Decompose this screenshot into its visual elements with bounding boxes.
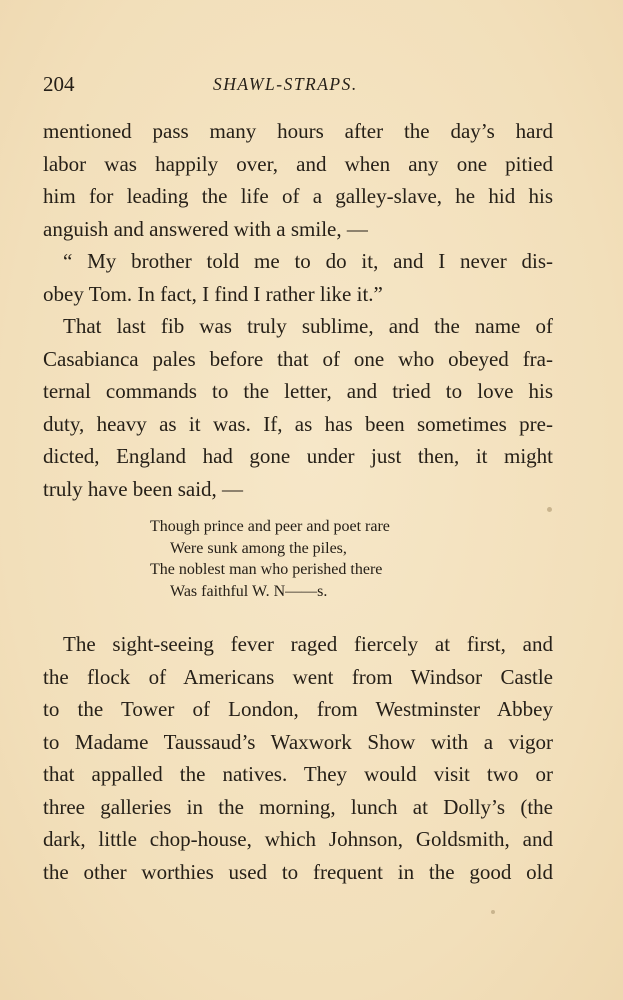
verse-line: Were sunk among the piles, xyxy=(170,539,347,557)
page-number: 204 xyxy=(43,72,75,96)
text-line: Casabianca pales before that of one who obeyed fra- xyxy=(43,346,553,371)
paper-speck xyxy=(491,910,495,914)
running-title: SHAWL-STRAPS. xyxy=(213,74,358,94)
text-line: That last fib was truly sublime, and the name of xyxy=(63,314,553,338)
text-line: three galleries in the morning, lunch at Dolly’s (the xyxy=(43,794,553,819)
text-line: labor was happily over, and when any one pitied xyxy=(43,151,553,176)
text-line: that appalled the natives. They would visit two or xyxy=(43,762,553,786)
paper-speck xyxy=(547,507,552,512)
text-line: obey Tom. In fact, I find I rather like it.” xyxy=(43,281,383,306)
verse-line: The noblest man who perished there xyxy=(150,561,383,578)
text-line: The sight-seeing fever raged fiercely at first, and xyxy=(63,632,553,656)
text-line: dicted, England had gone under just then, it might xyxy=(43,444,553,468)
text-line: the other worthies used to frequent in the good old xyxy=(43,859,553,884)
text-line: the flock of Americans went from Windsor Castle xyxy=(43,664,553,689)
page-header xyxy=(43,72,583,102)
verse-line: Though prince and peer and poet rare xyxy=(150,518,390,535)
text-line: ternal commands to the letter, and tried to love his xyxy=(43,379,553,403)
text-line: him for leading the life of a galley-slave, he hid his xyxy=(43,184,553,208)
text-line: “ My brother told me to do it, and I never dis- xyxy=(63,249,553,273)
text-line: dark, little chop-house, which Johnson, Goldsmith, and xyxy=(43,827,553,851)
text-line: to Madame Taussaud’s Waxwork Show with a vigor xyxy=(43,729,553,754)
text-line: anguish and answered with a smile, — xyxy=(43,216,368,241)
paragraph-block-one xyxy=(43,115,553,505)
text-line: duty, heavy as it was. If, as has been sometimes pre- xyxy=(43,411,553,436)
text-line: truly have been said, — xyxy=(43,476,244,501)
text-line: to the Tower of London, from Westminster Abbey xyxy=(43,697,553,721)
verse-line: Was faithful W. N——s. xyxy=(170,582,328,600)
verse-stanza xyxy=(150,516,490,602)
text-line: mentioned pass many hours after the day’s hard xyxy=(43,119,553,143)
paragraph-block-two xyxy=(43,628,553,888)
